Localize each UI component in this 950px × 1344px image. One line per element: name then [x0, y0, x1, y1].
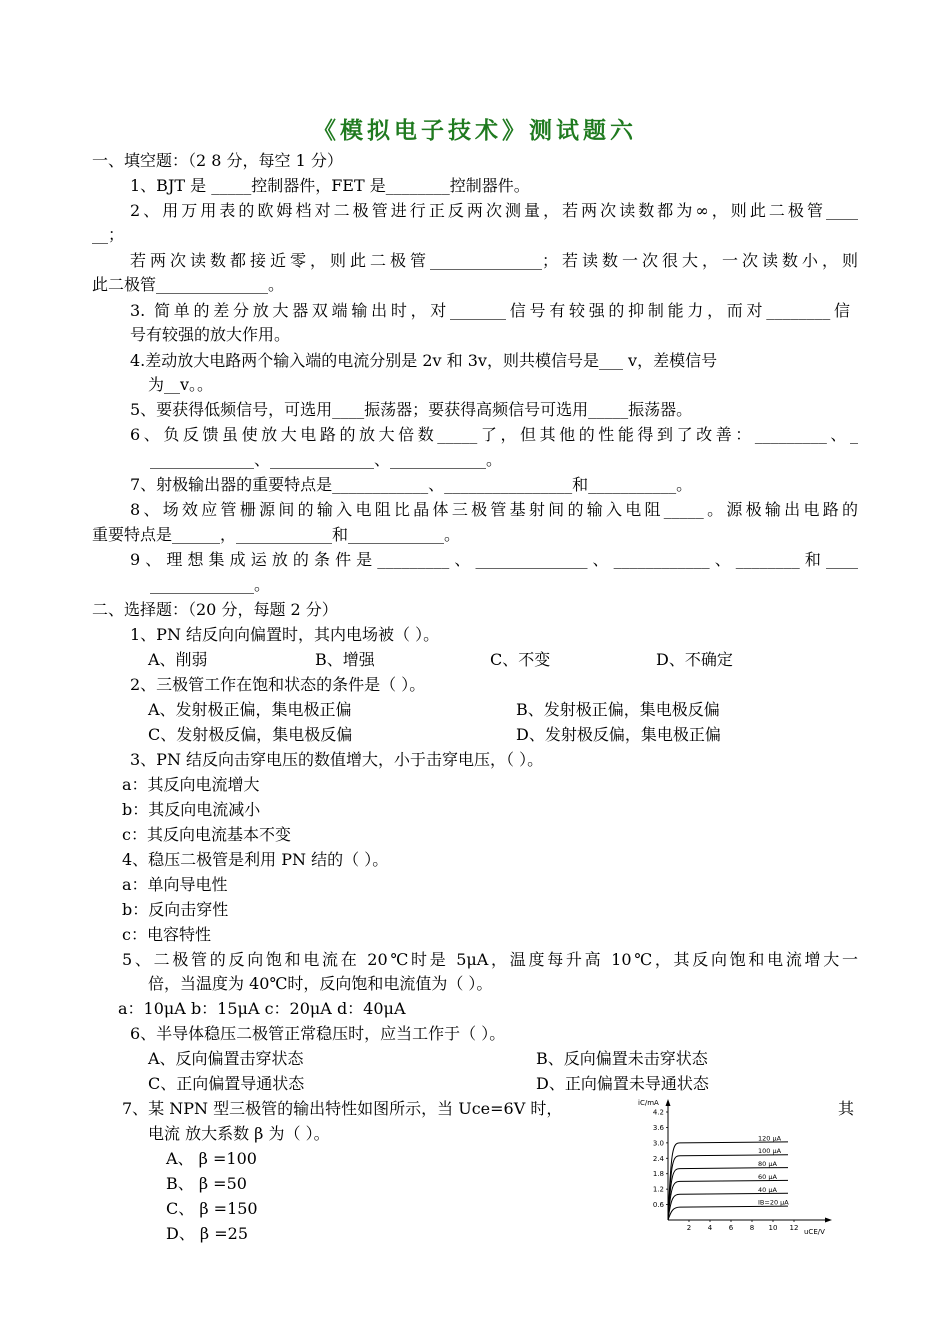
x-axis-label: uCE/V — [804, 1228, 825, 1236]
option-b: B、 β =50 — [166, 1174, 247, 1193]
option-b: B、反向偏置未击穿状态 — [536, 1049, 708, 1068]
option-a: a：其反向电流增大 — [122, 775, 260, 794]
question-text: 若两次读数都接近零，则此二极管______________；若读数一次很大，一次读数小，则 — [130, 251, 858, 270]
section-1-heading: 一、填空题：（2 8 分，每空 1 分） — [92, 151, 343, 170]
y-tick-label: 3.6 — [652, 1123, 664, 1132]
x-tick-label: 4 — [707, 1224, 713, 1232]
question-text: 7、某 NPN 型三极管的输出特性如图所示，当 Uce=6V 时， — [122, 1099, 563, 1118]
question-text: 4.差动放大电路两个输入端的电流分别是 2v 和 3v，则共模信号是___ v，差模信号 — [130, 351, 718, 370]
y-tick-label: 3.0 — [652, 1139, 664, 1148]
x-tick-label: 10 — [768, 1224, 778, 1232]
question-text: 3. 简单的差分放大器双端输出时，对_______信号有较强的抑制能力，而对________信 — [130, 301, 850, 320]
question-text: 电流 放大系数 β 为（ ）。 — [148, 1124, 330, 1143]
x-tick-label: 12 — [789, 1224, 799, 1232]
option-c: C、正向偏置导通状态 — [148, 1074, 305, 1093]
question-text: 1、PN 结反向向偏置时，其内电场被（ ）。 — [130, 625, 440, 644]
option-c: c：电容特性 — [122, 925, 211, 944]
option-c: C、 β =150 — [166, 1199, 258, 1218]
question-text: 1、BJT 是 _____控制器件，FET 是________控制器件。 — [130, 176, 530, 195]
question-text: 此二极管______________。 — [92, 275, 285, 294]
page-title: 《模拟电子技术》测试题六 — [313, 117, 637, 144]
option-b: b：反向击穿性 — [122, 900, 229, 919]
question-text: 6、负反馈虽使放大电路的放大倍数_____了，但其他的性能得到了改善：_________、_ — [130, 425, 858, 444]
question-text: 9、理想集成运放的条件是_________、______________、____________、________和____ — [130, 550, 858, 569]
curve-label: 80 μA — [758, 1160, 777, 1169]
option-b: B、发射极正偏，集电极反偏 — [516, 700, 720, 719]
y-tick-label: 0.6 — [652, 1201, 664, 1210]
y-tick-label: 4.2 — [652, 1108, 664, 1117]
options-row: a：10μA b：15μA c：20μA d：40μA — [118, 999, 406, 1018]
curve-label: 100 μA — [758, 1147, 782, 1156]
option-d: D、正向偏置未导通状态 — [536, 1074, 709, 1093]
question-text: 5、要获得低频信号，可选用____振荡器；要获得高频信号可选用_____振荡器。 — [130, 400, 693, 419]
option-c: c：其反向电流基本不变 — [122, 825, 291, 844]
question-text: 重要特点是______，____________和____________。 — [92, 525, 461, 544]
option-d: D、发射极反偏，集电极正偏 — [516, 725, 721, 744]
question-text: 2、三极管工作在饱和状态的条件是（ ）。 — [130, 675, 426, 694]
x-tick-label: 2 — [686, 1224, 692, 1232]
question-text: 为__v。。 — [148, 375, 214, 394]
curve-label: 120 μA — [758, 1134, 782, 1143]
curve-label: IB=20 μA — [758, 1198, 789, 1207]
option-a: A、发射极正偏，集电极正偏 — [148, 700, 352, 719]
curve-label: 40 μA — [758, 1185, 777, 1194]
y-tick-label: 1.8 — [652, 1170, 664, 1179]
question-text: __； — [92, 225, 125, 244]
y-tick-label: 2.4 — [652, 1154, 664, 1163]
question-text: _____________、_____________、____________。 — [150, 450, 503, 469]
option-a: A、 β =100 — [166, 1149, 257, 1168]
option-b: b：其反向电流减小 — [122, 800, 261, 819]
y-tick-label: 1.2 — [652, 1185, 664, 1194]
curve-label: 60 μA — [758, 1172, 777, 1181]
question-text: _____________。 — [150, 575, 271, 594]
transistor-output-characteristics-graph — [636, 1094, 836, 1244]
question-text: 2、用万用表的欧姆档对二极管进行正反两次测量，若两次读数都为∞，则此二极管____ — [130, 201, 858, 220]
question-text: 号有较强的放大作用。 — [130, 325, 291, 344]
y-axis-label: iC/mA — [638, 1099, 659, 1107]
question-text: 倍，当温度为 40℃时，反向饱和电流值为（ ）。 — [148, 974, 493, 993]
question-text: 7、射极输出器的重要特点是____________、________________和___________。 — [130, 475, 693, 494]
question-text: 8、场效应管栅源间的输入电阻比晶体三极管基射间的输入电阻_____。源极输出电路的 — [130, 500, 858, 519]
question-text: 其 — [838, 1099, 855, 1118]
question-text: 5、二极管的反向饱和电流在 20℃时是 5μA，温度每升高 10℃，其反向饱和电流增大一 — [122, 950, 858, 969]
characteristic-curve — [668, 1206, 788, 1220]
question-text: 4、稳压二极管是利用 PN 结的（ ）。 — [122, 850, 389, 869]
question-text: 6、半导体稳压二极管正常稳压时，应当工作于（ ）。 — [130, 1024, 506, 1043]
option-c: C、发射极反偏，集电极反偏 — [148, 725, 353, 744]
option-b: B、增强 — [315, 650, 375, 669]
x-tick-label: 6 — [728, 1224, 734, 1232]
option-a: A、反向偏置击穿状态 — [148, 1049, 304, 1068]
option-a: a：单向导电性 — [122, 875, 228, 894]
option-c: C、不变 — [490, 650, 551, 669]
option-d: D、不确定 — [656, 650, 733, 669]
option-d: D、 β =25 — [166, 1224, 249, 1243]
option-a: A、削弱 — [148, 650, 208, 669]
x-tick-label: 8 — [749, 1224, 755, 1232]
section-2-heading: 二、选择题：（20 分，每题 2 分） — [92, 600, 338, 619]
question-text: 3、PN 结反向击穿电压的数值增大，小于击穿电压，（ ）。 — [130, 750, 544, 769]
